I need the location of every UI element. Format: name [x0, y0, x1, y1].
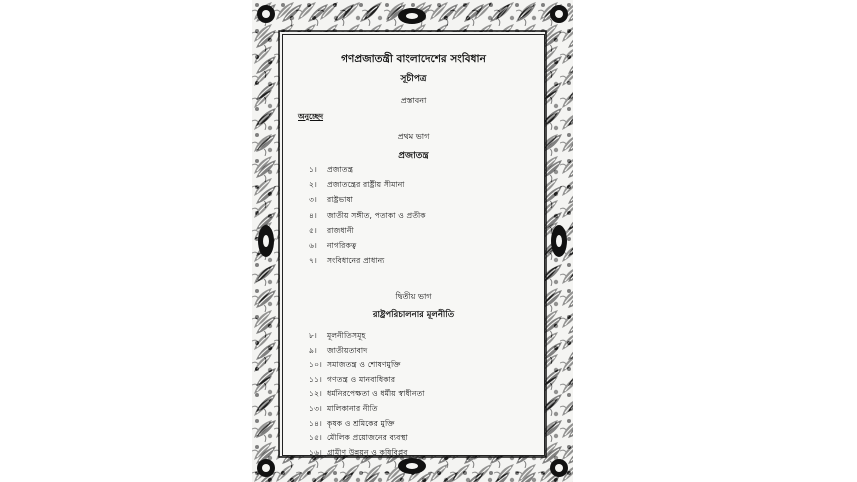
toc-item-number: ১।	[309, 165, 317, 174]
toc-item-text: জাতীয় সঙ্গীত, পতাকা ও প্রতীক	[327, 210, 426, 220]
toc-item-text: সংবিধানের প্রাধান্য	[327, 256, 385, 266]
content-frame	[282, 34, 545, 456]
toc-item	[309, 360, 401, 372]
toc-item-number: ৫।	[309, 225, 317, 235]
part2-heading: দ্বিতীয় ভাগ	[395, 292, 432, 301]
toc-item-text: রাজধানী	[327, 225, 354, 235]
document-title: গণপ্রজাতন্ত্রী বাংলাদেশের সংবিধান	[341, 53, 486, 65]
toc-item-number: ১১।	[309, 374, 323, 384]
toc-item-number: ১২।	[309, 389, 323, 399]
toc-item-text: প্রজাতন্ত্রের রাষ্ট্রীয় সীমানা	[327, 180, 405, 190]
toc-item	[309, 256, 384, 268]
toc-item-text: মালিকানার নীতি	[327, 404, 378, 413]
toc-item	[309, 211, 426, 223]
toc-item-number: ৬।	[309, 241, 317, 250]
toc-item-number: ৭।	[309, 256, 317, 266]
toc-item-text: গণতন্ত্র ও মানবাধিকার	[327, 374, 396, 384]
part2-title: রাষ্ট্রপরিচালনার মূলনীতি	[372, 310, 455, 320]
toc-item-number: ৪।	[309, 210, 317, 220]
toc-item-text: নাগরিকত্ব	[327, 241, 357, 250]
toc-item-text: সমাজতন্ত্র ও শোষণমুক্তি	[327, 360, 401, 370]
toc-item-number: ১৫।	[309, 433, 323, 443]
toc-item-number: ১০।	[309, 360, 323, 370]
toc-item-number: ৮।	[309, 331, 317, 340]
toc-item-text: রাষ্ট্রভাষা	[327, 195, 353, 205]
part1-title: প্রজাতন্ত্র	[398, 151, 429, 161]
toc-item-text: প্রজাতন্ত্র	[327, 165, 354, 174]
part1-heading: প্রথম ভাগ	[397, 132, 430, 141]
document-page	[252, 0, 573, 482]
preamble-label: প্রস্তাবনা	[400, 96, 427, 105]
toc-item-number: ১৩।	[309, 404, 323, 413]
toc-item	[309, 346, 367, 358]
toc-item-number: ৩।	[309, 195, 317, 205]
article-label: অনুচ্ছেদ	[298, 112, 324, 121]
toc-item-number: ১৬।	[309, 447, 323, 457]
toc-item-text: মূলনীতিসমূহ	[327, 331, 366, 340]
toc-item	[309, 448, 408, 460]
toc-item-number: ৯।	[309, 345, 317, 355]
toc-item	[309, 241, 356, 253]
toc-item	[309, 375, 395, 387]
toc-item-text: ধর্মনিরপেক্ষতা ও ধর্মীয় স্বাধীনতা	[327, 389, 425, 399]
toc-item-text: কৃষক ও শ্রমিকের মুক্তি	[327, 418, 395, 428]
toc-item-text: জাতীয়তাবাদ	[327, 345, 368, 355]
toc-item-text: গ্রামীণ উন্নয়ন ও কৃষিবিপ্লব	[327, 447, 408, 457]
toc-item	[309, 404, 378, 416]
toc-item	[309, 331, 366, 343]
toc-item	[309, 180, 405, 192]
toc-item-text: মৌলিক প্রয়োজনের ব্যবস্থা	[327, 433, 408, 443]
toc-item	[309, 433, 408, 445]
toc-item-number: ১৪।	[309, 418, 323, 428]
toc-item	[309, 195, 353, 207]
toc-item-number: ২।	[309, 180, 317, 190]
toc-item	[309, 165, 353, 177]
toc-item	[309, 389, 425, 401]
toc-item	[309, 226, 354, 238]
contents-heading: সূচীপত্র	[400, 74, 427, 84]
toc-item	[309, 419, 395, 431]
